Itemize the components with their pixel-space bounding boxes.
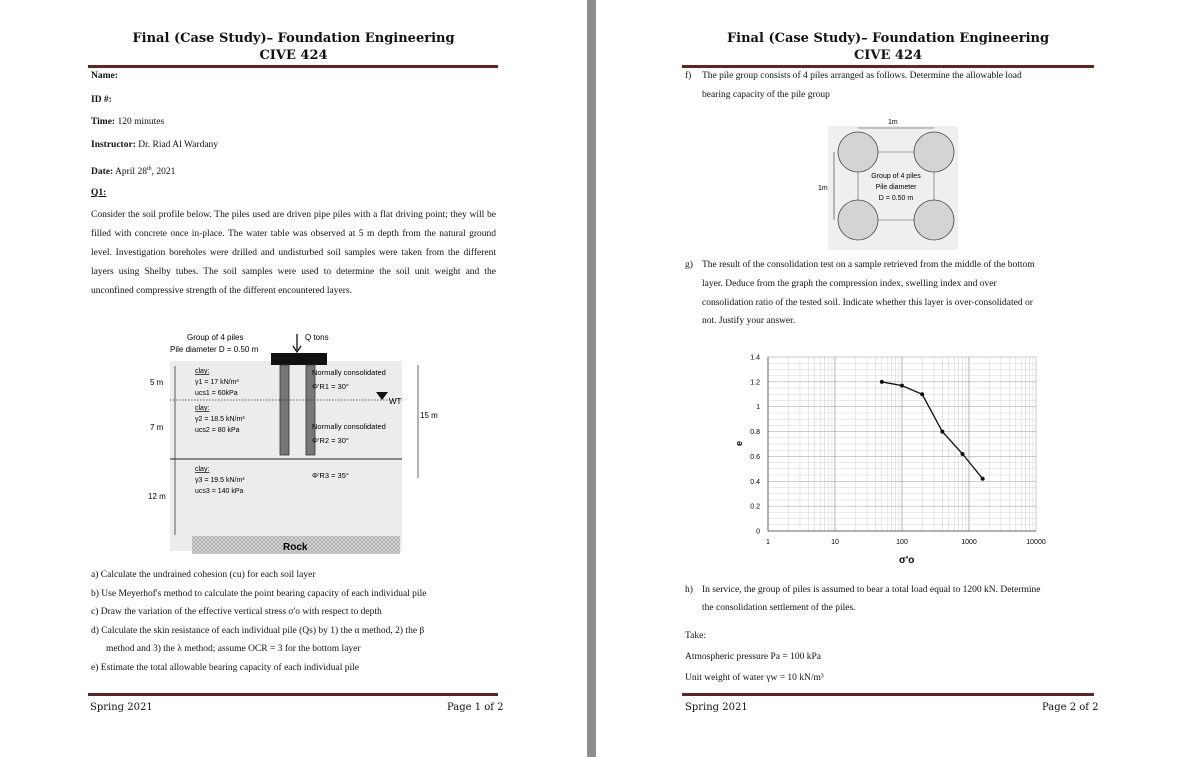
question-e-text: Estimate the total allowable bearing capacity of each individual pile <box>100 663 360 673</box>
data-point <box>920 392 924 396</box>
pile-cap <box>271 353 327 365</box>
course-code: CIVE 424 <box>259 48 328 63</box>
question-c <box>91 606 382 618</box>
layer2-ucs: ucs2 = 80 kPa <box>195 427 240 434</box>
question-g-line2: layer. Deduce from the graph the compression index, swelling index and over <box>702 279 997 289</box>
layer3-ucs: ucs3 = 140 kPa <box>195 488 244 495</box>
pile-circle <box>838 200 878 240</box>
x-tick-label: 1 <box>766 539 770 546</box>
x-tick-label: 1000 <box>961 539 977 546</box>
question-a-text: Calculate the undrained cohesion (cu) for each soil layer <box>100 570 316 580</box>
spacing-x-label: 1m <box>888 119 898 126</box>
footer-rule <box>88 693 498 696</box>
layer1-name: clay: <box>195 368 210 375</box>
page-1 <box>0 0 587 757</box>
question-d-cont: method and 3) the λ method; assume OCR = 3 for the bottom layer <box>106 644 361 654</box>
footer-left: Spring 2021 <box>685 702 748 713</box>
total-depth: 15 m <box>420 411 438 420</box>
y-tick-label: 0.4 <box>750 478 760 486</box>
pile-circle <box>914 132 954 172</box>
question-h-line2: the consolidation settlement of the piles. <box>702 603 856 613</box>
layer2-phi: Φ'R2 = 30° <box>312 436 349 445</box>
spacing-y-label: 1m <box>818 185 828 192</box>
footer-right: Page 2 of 2 <box>1042 702 1099 713</box>
page-2 <box>596 0 1180 757</box>
question-b <box>91 588 426 600</box>
series-line <box>882 382 983 479</box>
wt-label: WT <box>389 397 402 406</box>
footer-left: Spring 2021 <box>90 702 153 713</box>
header-rule <box>682 65 1094 68</box>
page-title: Final (Case Study)– Foundation Engineering <box>132 31 455 46</box>
footer-right: Page 1 of 2 <box>447 702 504 713</box>
date-value: April 28 <box>115 167 147 178</box>
date-year: , 2021 <box>151 167 176 178</box>
q1-label: Q1: <box>91 188 107 198</box>
layer2-gamma: γ2 = 18.5 kN/m³ <box>195 416 245 423</box>
layer1-gamma: γ1 = 17 kN/m³ <box>195 379 239 386</box>
time-label: Time: <box>91 117 116 127</box>
x-axis-label: σ'o <box>899 555 915 566</box>
question-d-text: Calculate the skin resistance of each individual pile (Qs) by 1) the α method, 2) the β <box>101 626 425 636</box>
header-rule <box>88 65 498 68</box>
depth-5m: 5 m <box>150 378 164 387</box>
data-point <box>961 452 965 456</box>
soil-profile-figure <box>140 328 440 560</box>
question-e-label: e) <box>91 663 99 673</box>
x-tick-label: 10 <box>831 539 839 546</box>
diameter-label: Pile diameter D = 0.50 m <box>170 345 259 354</box>
layer1-phi: Φ'R1 = 30° <box>312 382 349 391</box>
pile-circle <box>838 132 878 172</box>
layer3-name: clay: <box>195 466 210 473</box>
question-b-label: b) <box>91 589 99 599</box>
question-f-line1: The pile group consists of 4 piles arranged as follows. Determine the allowable load <box>702 71 1022 81</box>
id-label: ID #: <box>91 95 112 105</box>
y-axis-label: e <box>734 440 744 446</box>
question-d-label: d) <box>91 626 99 636</box>
layer1-state: Normally consolidated <box>312 368 386 377</box>
question-b-text: Use Meyerhof's method to calculate the point bearing capacity of each individual pile <box>101 589 427 599</box>
question-f-label: f) <box>685 71 692 81</box>
question-h-line1: In service, the group of piles is assumed to bear a total load equal to 1200 kN. Determine <box>702 585 1041 595</box>
data-point <box>880 380 884 384</box>
consolidation-chart <box>734 348 1056 573</box>
layer2-state: Normally consolidated <box>312 422 386 431</box>
y-tick-label: 0.8 <box>750 429 760 437</box>
y-tick-label: 1 <box>756 404 760 412</box>
depth-7m: 7 m <box>150 423 164 432</box>
question-g-line4: not. Justify your answer. <box>702 316 796 326</box>
instructor-label: Instructor: <box>91 140 136 150</box>
depth-12m: 12 m <box>148 492 166 501</box>
layer1-ucs: ucs1 = 60kPa <box>195 390 238 397</box>
date-label: Date: <box>91 167 114 178</box>
question-h-label: h) <box>685 585 693 595</box>
y-tick-label: 0.6 <box>750 453 760 461</box>
data-point <box>981 477 985 481</box>
y-tick-label: 0 <box>756 528 760 536</box>
page-title: Final (Case Study)– Foundation Engineering <box>726 31 1050 46</box>
load-label: Q tons <box>305 333 329 342</box>
y-tick-label: 1.4 <box>750 354 760 362</box>
pile-left <box>280 365 289 455</box>
question-g-line3: consolidation ratio of the tested soil. Indicate whether this layer is over-consolidated or <box>702 298 1033 308</box>
question-g-label: g) <box>685 260 693 270</box>
layer3-gamma: γ3 = 19.5 kN/m³ <box>195 477 245 484</box>
y-tick-label: 1.2 <box>750 379 760 387</box>
date-field <box>91 163 175 178</box>
pile-fig-line1: Group of 4 piles <box>871 173 921 180</box>
take-line1: Atmospheric pressure Pa = 100 kPa <box>685 652 821 662</box>
y-tick-label: 0.2 <box>750 503 760 511</box>
question-f-line2: bearing capacity of the pile group <box>702 90 830 100</box>
pile-fig-line3: D = 0.50 m <box>878 195 914 202</box>
time-field <box>91 116 164 128</box>
question-a-label: a) <box>91 570 99 580</box>
x-tick-label: 10000 <box>1026 539 1046 546</box>
instructor-field <box>91 139 218 151</box>
pile-circle <box>914 200 954 240</box>
question-c-text: Draw the variation of the effective vertical stress σ'o with respect to depth <box>100 607 382 617</box>
course-code: CIVE 424 <box>853 48 923 63</box>
question-a <box>91 569 315 581</box>
question-g-line1: The result of the consolidation test on a sample retrieved from the middle of the bottom <box>702 260 1035 270</box>
take-line2: Unit weight of water γw = 10 kN/m³ <box>685 673 824 683</box>
data-point <box>940 430 944 434</box>
layer2-name: clay: <box>195 405 210 412</box>
pile-group-figure <box>810 112 960 250</box>
question-d <box>91 625 424 637</box>
data-point <box>900 384 904 388</box>
date-sup: th <box>146 166 152 172</box>
question-e <box>91 662 359 674</box>
take-label: Take: <box>685 631 706 641</box>
rock-label: Rock <box>283 542 308 553</box>
layer3-phi: Φ'R3 = 35° <box>312 471 349 480</box>
pile-fig-line2: Pile diameter <box>875 184 917 191</box>
x-tick-label: 100 <box>896 539 908 546</box>
q1-intro: Consider the soil profile below. The piles used are driven pipe piles with a flat driving point; they will be filled with concrete once in-place. The water table was observed at 5 m depth from the natural ground level. Investigation boreholes were drilled and undisturbed soil samples were taken from the different layers using Shelby tubes. The soil samples were used to determine the soil unit weight and the unconfined compressive strength of the different encountered layers. <box>91 210 496 296</box>
instructor-value: Dr. Riad Al Wardany <box>138 140 219 150</box>
group-label: Group of 4 piles <box>187 333 244 342</box>
name-label: Name: <box>91 71 118 81</box>
question-c-label: c) <box>91 607 99 617</box>
time-value: 120 minutes <box>117 117 165 127</box>
footer-rule <box>682 693 1094 696</box>
